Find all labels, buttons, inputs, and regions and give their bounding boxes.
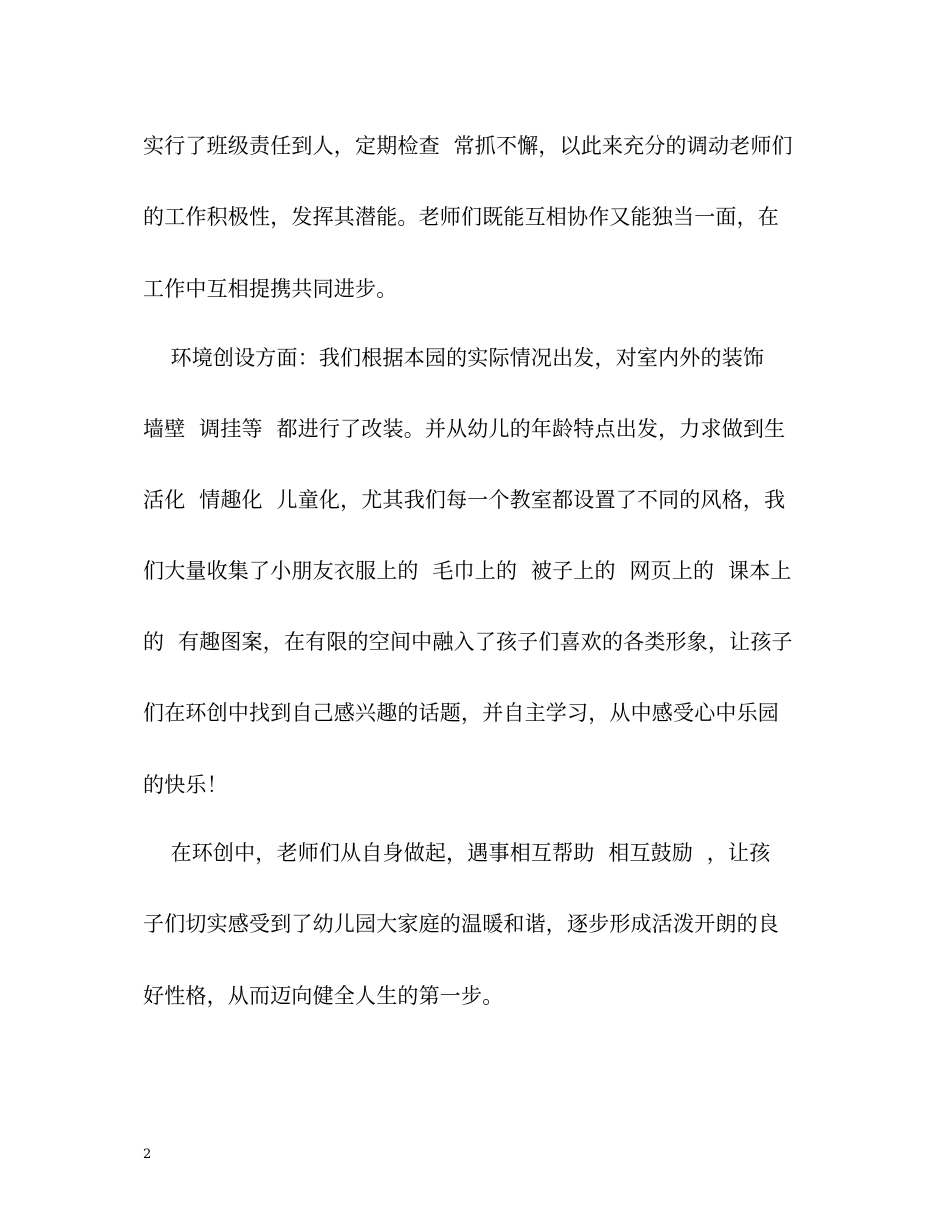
paragraph-1-line-1: 实行了班级责任到人，定期检查 常抓不懈，以此来充分的调动老师们 xyxy=(143,134,793,158)
paragraph-2-line-7: 的快乐！ xyxy=(143,773,228,797)
paragraph-2-line-4: 们大量收集了小朋友衣服上的 毛巾上的 被子上的 网页上的 课本上 xyxy=(143,559,792,583)
paragraph-3-line-2: 子们切实感受到了幼儿园大家庭的温暖和谐，逐步形成活泼开朗的良 xyxy=(143,912,779,936)
paragraph-3-line-3: 好性格，从而迈向健全人生的第一步。 xyxy=(143,984,504,1008)
paragraph-2-line-6: 们在环创中找到自己感兴趣的话题，并自主学习，从中感受心中乐园 xyxy=(143,701,779,725)
paragraph-1-line-2: 的工作积极性，发挥其潜能。老师们既能互相协作又能独当一面，在 xyxy=(143,205,779,229)
paragraph-2-line-2: 墙壁 调挂等 都进行了改装。并从幼儿的年龄特点出发，力求做到生 xyxy=(143,417,786,441)
page-number: 2 xyxy=(143,1147,152,1162)
paragraph-3-line-1: 在环创中，老师们从自身做起，遇事相互帮助 相互鼓励 ，让孩 xyxy=(143,841,771,865)
paragraph-1-line-3: 工作中互相提携共同进步。 xyxy=(143,277,398,301)
paragraph-2-line-5: 的 有趣图案，在有限的空间中融入了孩子们喜欢的各类形象，让孩子 xyxy=(143,630,793,654)
paragraph-2-line-3: 活化 情趣化 儿童化，尤其我们每一个教室都设置了不同的风格，我 xyxy=(143,488,786,512)
paragraph-2-line-1: 环境创设方面：我们根据本园的实际情况出发，对室内外的装饰 xyxy=(143,346,765,370)
